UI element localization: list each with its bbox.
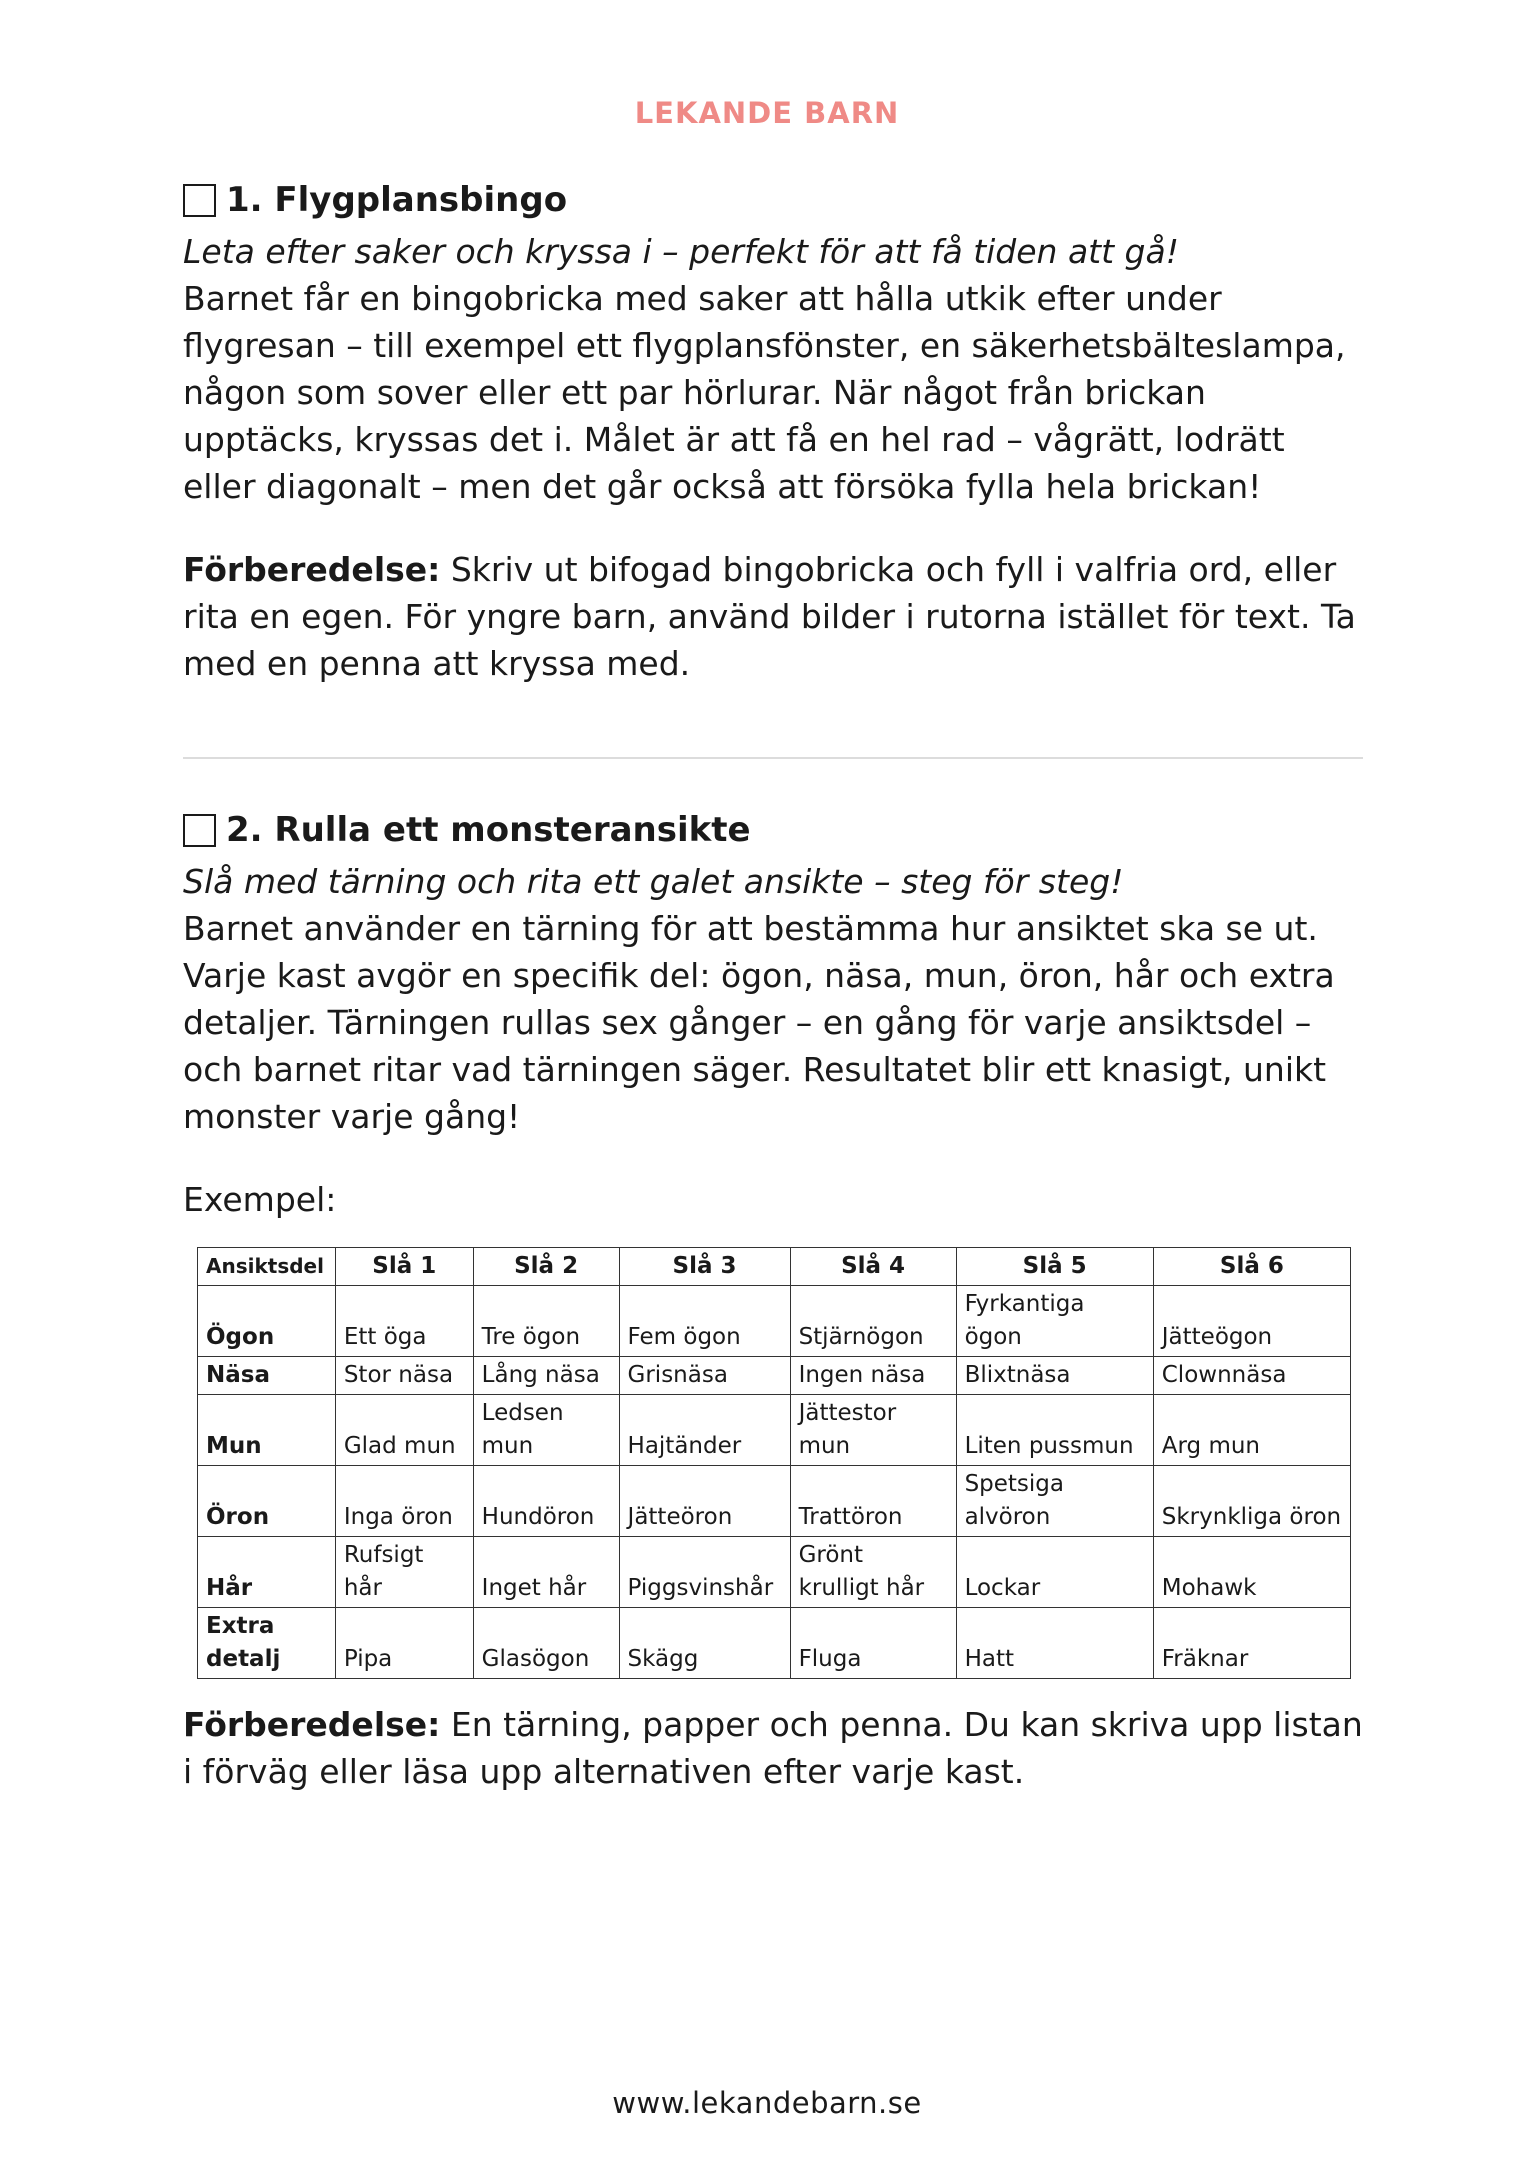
row-label: Öron xyxy=(198,1466,336,1537)
example-label: Exempel: xyxy=(183,1180,337,1219)
table-header-cell: Slå 4 xyxy=(790,1248,956,1286)
activity-monsteransikte xyxy=(183,802,1363,1795)
table-cell: Grönt krulligt hår xyxy=(790,1537,956,1608)
preparation-note xyxy=(183,1701,1363,1795)
section-divider xyxy=(183,757,1363,759)
table-cell: Skägg xyxy=(619,1608,790,1679)
table-row xyxy=(198,1395,1351,1466)
row-label: Mun xyxy=(198,1395,336,1466)
activity-heading xyxy=(183,802,1363,858)
footer-url[interactable]: www.lekandebarn.se xyxy=(612,2086,922,2120)
activity-title: 2. Rulla ett monsteransikte xyxy=(226,810,751,850)
table-cell: Rufsigt hår xyxy=(335,1537,473,1608)
table-row xyxy=(198,1466,1351,1537)
table-cell: Piggsvinshår xyxy=(619,1537,790,1608)
table-cell: Clownnäsa xyxy=(1153,1357,1350,1395)
row-label: Näsa xyxy=(198,1357,336,1395)
table-cell: Liten pussmun xyxy=(956,1395,1153,1466)
table-cell: Lockar xyxy=(956,1537,1153,1608)
table-cell: Ingen näsa xyxy=(790,1357,956,1395)
table-row xyxy=(198,1286,1351,1357)
table-header-cell: Slå 5 xyxy=(956,1248,1153,1286)
table-header-row xyxy=(198,1248,1351,1286)
preparation-note xyxy=(183,546,1363,687)
preparation-label: Förberedelse: xyxy=(183,1705,441,1744)
table-cell: Fem ögon xyxy=(619,1286,790,1357)
table-cell: Stjärnögon xyxy=(790,1286,956,1357)
table-cell: Arg mun xyxy=(1153,1395,1350,1466)
table-header-cell: Slå 1 xyxy=(335,1248,473,1286)
table-cell: Blixtnäsa xyxy=(956,1357,1153,1395)
table-cell: Mohawk xyxy=(1153,1537,1350,1608)
table-cell: Ledsen mun xyxy=(473,1395,619,1466)
table-cell: Fluga xyxy=(790,1608,956,1679)
table-row xyxy=(198,1537,1351,1608)
table-header-cell: Slå 2 xyxy=(473,1248,619,1286)
row-label: Hår xyxy=(198,1537,336,1608)
table-cell: Hundöron xyxy=(473,1466,619,1537)
preparation-text: Skriv ut bifogad bingobricka och fyll i valfria ord, eller rita en egen. För yngre barn, använd bilder i rutorna istället för text. Ta med en penna att kryssa med. xyxy=(183,550,1356,683)
table-cell: Pipa xyxy=(335,1608,473,1679)
table-cell: Skrynkliga öron xyxy=(1153,1466,1350,1537)
row-label: Ögon xyxy=(198,1286,336,1357)
activity-description: Barnet får en bingobricka med saker att hålla utkik efter under flygresan – till exempel ett flygplansfönster, en säkerhetsbälteslampa, någon som sover eller ett par hörlurar. När något från brickan upptäcks, kryssas det i. Målet är att få en hel rad – vågrätt, lodrätt eller diagonalt – men det går också att försöka fylla hela brickan! xyxy=(183,279,1346,506)
table-cell: Stor näsa xyxy=(335,1357,473,1395)
activity-flygplansbingo xyxy=(183,172,1363,687)
table-cell: Fräknar xyxy=(1153,1608,1350,1679)
table-cell: Tre ögon xyxy=(473,1286,619,1357)
checkbox-icon[interactable] xyxy=(183,814,216,847)
table-cell: Glad mun xyxy=(335,1395,473,1466)
table-cell: Ett öga xyxy=(335,1286,473,1357)
activity-title: 1. Flygplansbingo xyxy=(226,180,568,220)
table-cell: Trattöron xyxy=(790,1466,956,1537)
preparation-text: En tärning, papper och penna. Du kan skriva upp listan i förväg eller läsa upp alternativen efter varje kast. xyxy=(183,1705,1363,1791)
table-row xyxy=(198,1357,1351,1395)
preparation-label: Förberedelse: xyxy=(183,550,441,589)
table-header-cell: Ansiktsdel xyxy=(198,1248,336,1286)
brand-logo: LEKANDE BARN xyxy=(634,96,900,130)
table-cell: Glasögon xyxy=(473,1608,619,1679)
table-cell: Hatt xyxy=(956,1608,1153,1679)
table-cell: Spetsiga alvöron xyxy=(956,1466,1153,1537)
table-cell: Jätteögon xyxy=(1153,1286,1350,1357)
table-cell: Hajtänder xyxy=(619,1395,790,1466)
checkbox-icon[interactable] xyxy=(183,184,216,217)
activity-subtitle: Leta efter saker och kryssa i – perfekt för att få tiden att gå! xyxy=(183,232,1179,271)
activity-subtitle: Slå med tärning och rita ett galet ansikte – steg för steg! xyxy=(183,862,1124,901)
table-cell: Jättestor mun xyxy=(790,1395,956,1466)
table-header-cell: Slå 6 xyxy=(1153,1248,1350,1286)
table-row xyxy=(198,1608,1351,1679)
monster-table xyxy=(197,1247,1351,1679)
activity-description: Barnet använder en tärning för att bestämma hur ansiktet ska se ut. Varje kast avgör en specifik del: ögon, näsa, mun, öron, hår och extra detaljer. Tärningen rullas sex gånger – en gång för varje ansiktsdel – och barnet ritar vad tärningen säger. Resultatet blir ett knasigt, unikt monster varje gång! xyxy=(183,909,1335,1136)
table-cell: Grisnäsa xyxy=(619,1357,790,1395)
row-label: Extra detalj xyxy=(198,1608,336,1679)
table-cell: Inga öron xyxy=(335,1466,473,1537)
table-cell: Jätteöron xyxy=(619,1466,790,1537)
table-cell: Lång näsa xyxy=(473,1357,619,1395)
table-header-cell: Slå 3 xyxy=(619,1248,790,1286)
table-cell: Fyrkantiga ögon xyxy=(956,1286,1153,1357)
activity-heading xyxy=(183,172,1363,228)
table-cell: Inget hår xyxy=(473,1537,619,1608)
